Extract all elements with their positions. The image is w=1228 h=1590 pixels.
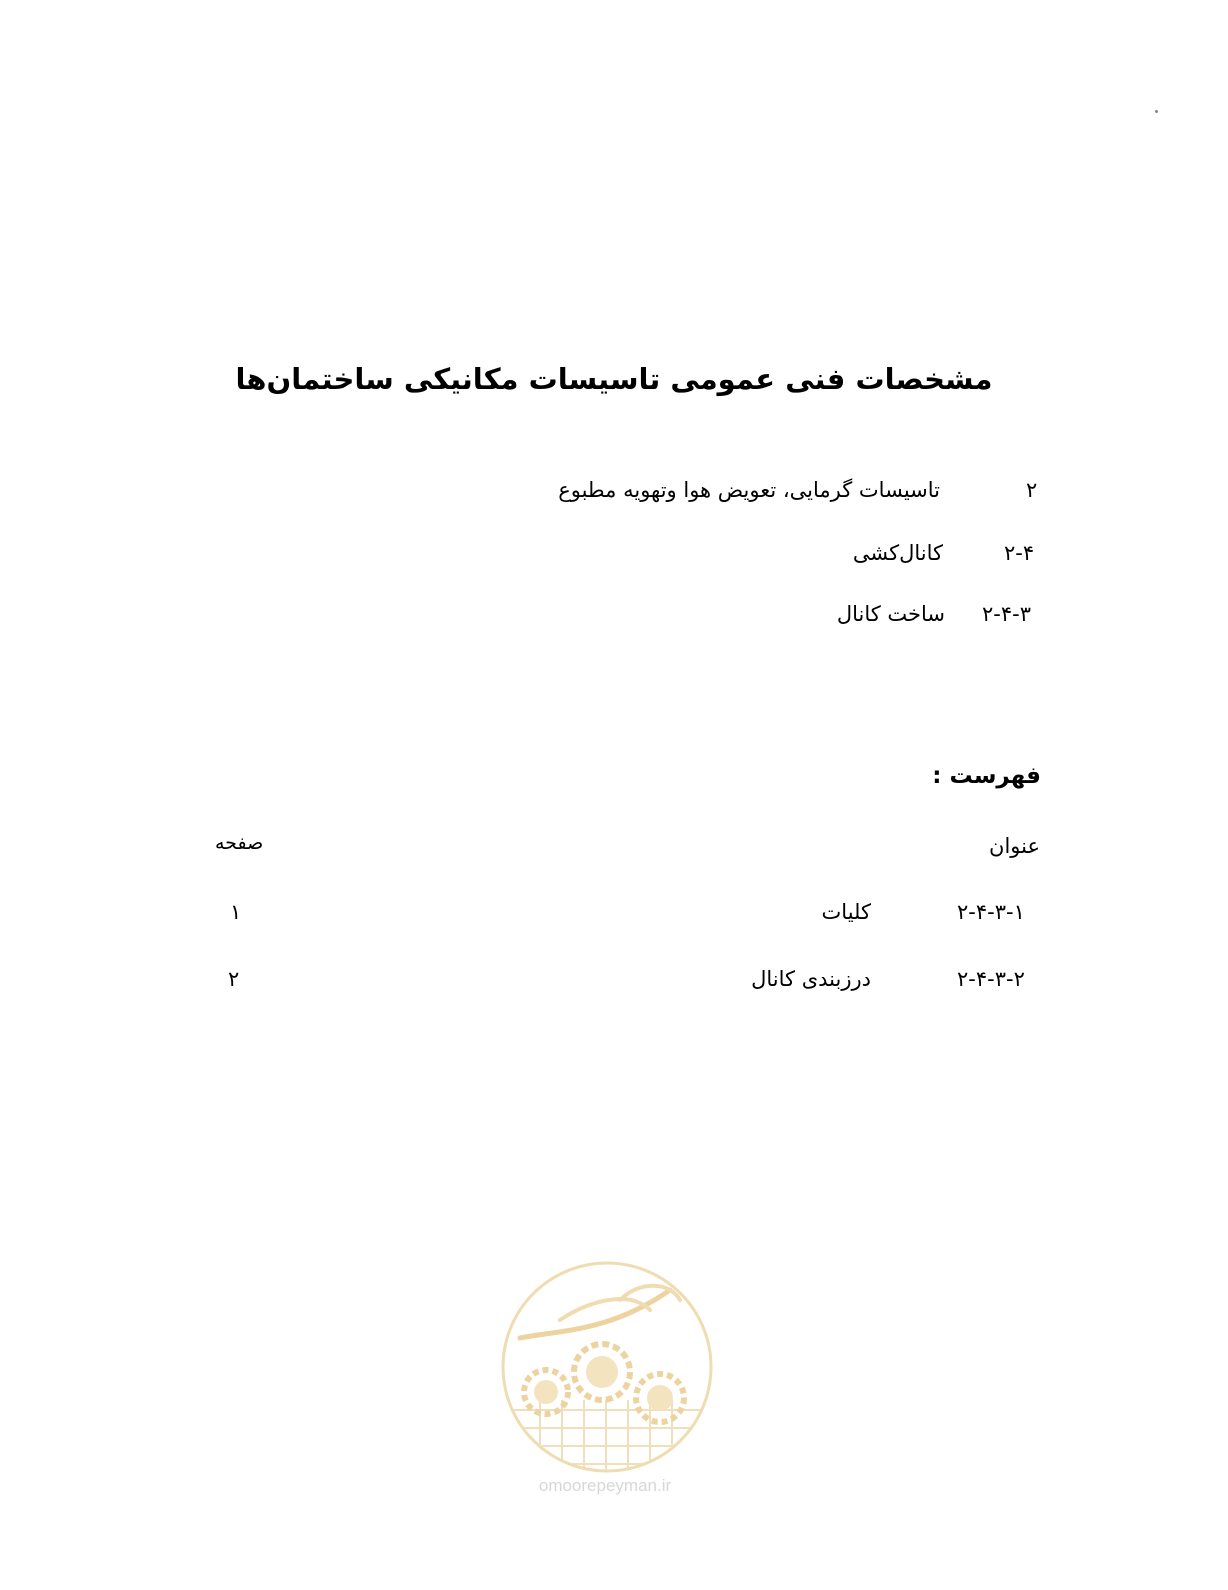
section-number-2: ۲-۴ — [1004, 541, 1035, 565]
section-text-3: ساخت کانال — [836, 602, 945, 626]
toc-row-1-page: ۱ — [230, 900, 242, 924]
toc-row-2-title: درزبندی کانال — [751, 967, 871, 991]
toc-row-1-number: ۲-۴-۳-۱ — [957, 900, 1025, 924]
section-number-1: ۲ — [1026, 478, 1038, 502]
page-title: مشخصات فنی عمومی تاسیسات مکانیکی ساختمان‌ها — [235, 362, 993, 396]
toc-col-title: عنوان — [989, 834, 1040, 858]
section-text-1: تاسیسات گرمایی، تعویض هوا وتهویه مطبوع — [558, 478, 940, 502]
toc-heading: فهرست : — [932, 763, 1041, 789]
toc-row-2-number: ۲-۴-۳-۲ — [957, 967, 1025, 991]
section-text-2: کانال‌کشی — [852, 541, 943, 565]
toc-col-page: صفحه — [215, 832, 264, 854]
section-number-3: ۲-۴-۳ — [982, 602, 1031, 626]
logo-seal-icon — [500, 1260, 714, 1474]
watermark-url: omoorepeyman.ir — [538, 1476, 672, 1495]
toc-row-2-page: ۲ — [228, 967, 240, 991]
scan-dot — [1155, 110, 1158, 113]
toc-row-1-title: کلیات — [821, 900, 871, 924]
